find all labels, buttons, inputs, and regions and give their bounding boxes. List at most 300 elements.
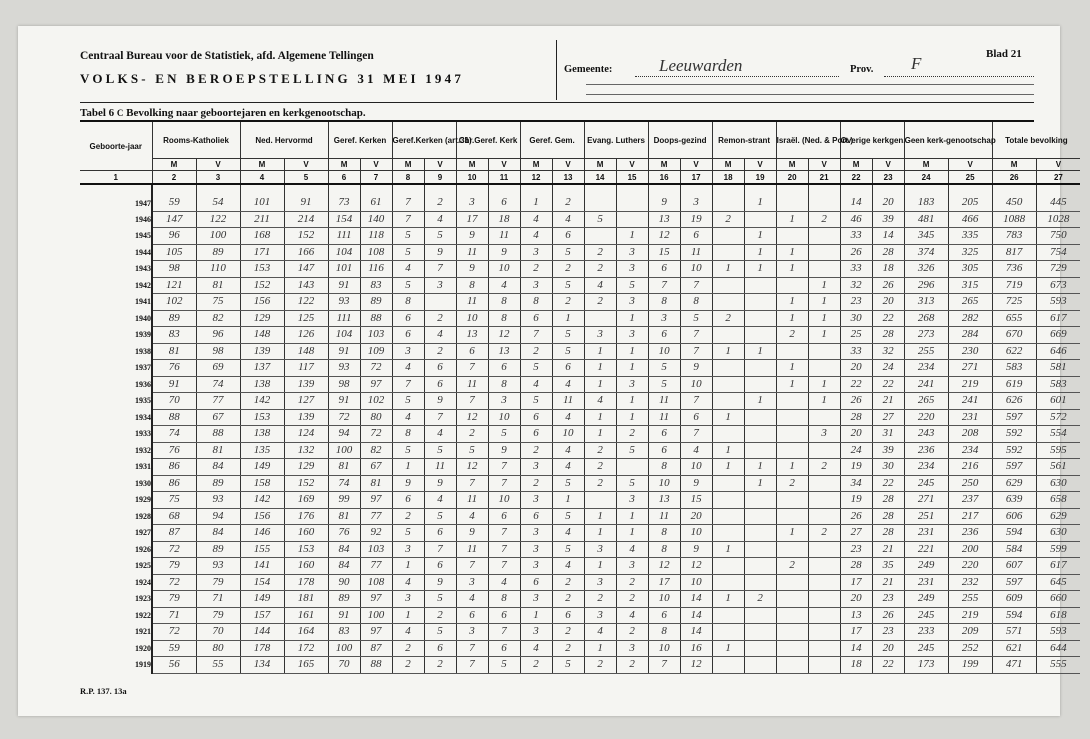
table-row <box>80 475 1080 492</box>
table-cell <box>808 591 840 608</box>
table-cell: 1 <box>584 426 616 443</box>
table-cell: 1 <box>808 294 840 311</box>
table-cell: 607 <box>992 558 1036 575</box>
table-cell: 100 <box>328 640 360 657</box>
sub-header-m: M <box>392 159 424 171</box>
table-cell <box>584 310 616 327</box>
table-cell: 97 <box>360 376 392 393</box>
table-cell: 144 <box>240 624 284 641</box>
table-cell: 658 <box>1036 492 1080 509</box>
table-cell: 7 <box>392 376 424 393</box>
table-cell: 183 <box>904 195 948 211</box>
table-cell: 59 <box>152 640 196 657</box>
table-cell: 1 <box>776 459 808 476</box>
table-cell: 4 <box>392 574 424 591</box>
table-cell <box>712 360 744 377</box>
table-cell: 7 <box>488 541 520 558</box>
table-cell: 214 <box>284 211 328 228</box>
birth-year: 1944 <box>135 247 151 257</box>
table-cell: 3 <box>456 574 488 591</box>
spacer-cell <box>648 184 680 195</box>
table-cell: 1 <box>776 294 808 311</box>
spacer-cell <box>992 184 1036 195</box>
table-cell: 736 <box>992 261 1036 278</box>
table-cell: 4 <box>456 591 488 608</box>
table-cell: 1 <box>776 244 808 261</box>
table-cell: 76 <box>152 360 196 377</box>
table-cell: 89 <box>196 244 240 261</box>
sub-header-v: V <box>196 159 240 171</box>
table-row <box>80 376 1080 393</box>
table-cell: 599 <box>1036 541 1080 558</box>
spacer-cell <box>284 184 328 195</box>
table-cell: 11 <box>680 244 712 261</box>
table-cell: 1 <box>744 244 776 261</box>
table-cell <box>712 195 744 211</box>
table-cell: 20 <box>840 426 872 443</box>
table-cell: 6 <box>520 508 552 525</box>
table-cell: 89 <box>328 591 360 608</box>
table-cell: 98 <box>152 261 196 278</box>
table-cell: 481 <box>904 211 948 228</box>
table-cell: 1 <box>520 607 552 624</box>
table-cell: 86 <box>152 475 196 492</box>
table-cell: 2 <box>520 442 552 459</box>
table-cell: 75 <box>152 492 196 509</box>
table-row <box>80 211 1080 228</box>
table-cell: 2 <box>552 294 584 311</box>
table-cell: 249 <box>904 591 948 608</box>
table-cell: 83 <box>152 327 196 344</box>
table-cell: 77 <box>196 393 240 410</box>
table-cell: 147 <box>284 261 328 278</box>
table-cell: 143 <box>284 277 328 294</box>
column-number: 10 <box>456 171 488 185</box>
table-cell: 374 <box>904 244 948 261</box>
table-cell <box>712 492 744 509</box>
table-cell: 3 <box>584 574 616 591</box>
table-cell: 817 <box>992 244 1036 261</box>
table-cell: 609 <box>992 591 1036 608</box>
table-cell: 10 <box>680 574 712 591</box>
table-cell: 7 <box>424 409 456 426</box>
table-row <box>80 426 1080 443</box>
table-cell <box>712 558 744 575</box>
prov-line <box>884 76 1034 77</box>
spacer-cell <box>392 184 424 195</box>
table-cell: 77 <box>360 558 392 575</box>
census-sheet <box>18 26 1070 716</box>
table-cell: 102 <box>360 393 392 410</box>
table-cell <box>776 426 808 443</box>
table-cell: 729 <box>1036 261 1080 278</box>
column-group-header: Totale bevolking <box>992 122 1080 159</box>
table-cell: 6 <box>520 574 552 591</box>
table-cell: 234 <box>948 442 992 459</box>
spacer-cell <box>1036 184 1080 195</box>
table-cell <box>776 492 808 509</box>
table-cell: 2 <box>424 343 456 360</box>
table-cell: 30 <box>872 459 904 476</box>
column-number: 8 <box>392 171 424 185</box>
table-row <box>80 574 1080 591</box>
table-cell: 315 <box>948 277 992 294</box>
table-cell: 4 <box>584 277 616 294</box>
table-cell: 5 <box>424 508 456 525</box>
table-cell: 88 <box>360 657 392 674</box>
table-cell: 89 <box>196 475 240 492</box>
table-cell: 121 <box>152 277 196 294</box>
table-cell: 25 <box>840 327 872 344</box>
column-number: 2 <box>152 171 196 185</box>
table-cell: 234 <box>904 360 948 377</box>
table-cell: 12 <box>488 327 520 344</box>
table-cell: 8 <box>488 294 520 311</box>
table-cell: 89 <box>360 294 392 311</box>
table-cell: 116 <box>360 261 392 278</box>
table-cell <box>808 261 840 278</box>
table-cell: 165 <box>284 657 328 674</box>
table-cell: 200 <box>948 541 992 558</box>
table-cell: 79 <box>152 591 196 608</box>
caption-prefix: Tabel 6 <box>80 107 115 119</box>
table-cell: 7 <box>488 624 520 641</box>
table-cell: 7 <box>424 261 456 278</box>
column-number: 5 <box>284 171 328 185</box>
table-cell: 7 <box>520 327 552 344</box>
table-cell: 216 <box>948 459 992 476</box>
table-cell <box>808 409 840 426</box>
table-cell: 161 <box>284 607 328 624</box>
table-cell: 88 <box>152 409 196 426</box>
table-cell: 111 <box>328 310 360 327</box>
table-cell: 153 <box>284 541 328 558</box>
table-cell: 164 <box>284 624 328 641</box>
table-cell: 2 <box>552 574 584 591</box>
table-cell: 92 <box>360 525 392 542</box>
table-cell: 101 <box>328 261 360 278</box>
birth-year: 1926 <box>135 544 151 554</box>
table-cell: 147 <box>152 211 196 228</box>
table-cell: 11 <box>456 294 488 311</box>
table-cell: 3 <box>648 310 680 327</box>
table-cell: 669 <box>1036 327 1080 344</box>
sub-header-v: V <box>360 159 392 171</box>
table-cell: 2 <box>552 261 584 278</box>
table-cell <box>744 277 776 294</box>
table-cell: 6 <box>488 195 520 211</box>
birth-year: 1929 <box>135 495 151 505</box>
table-cell: 108 <box>360 574 392 591</box>
table-cell: 7 <box>456 657 488 674</box>
table-cell: 1 <box>584 508 616 525</box>
table-cell: 2 <box>584 657 616 674</box>
bureau-name: Centraal Bureau voor de Statistiek, afd. Algemene Tellingen <box>80 50 374 62</box>
table-cell <box>712 525 744 542</box>
birth-year: 1932 <box>135 445 151 455</box>
table-cell: 7 <box>680 277 712 294</box>
table-cell: 9 <box>424 475 456 492</box>
table-cell: 20 <box>872 640 904 657</box>
table-cell: 783 <box>992 228 1036 245</box>
table-cell <box>744 426 776 443</box>
table-cell <box>712 426 744 443</box>
table-cell <box>776 657 808 674</box>
spacer-cell <box>948 184 992 195</box>
table-cell: 100 <box>196 228 240 245</box>
table-cell: 243 <box>904 426 948 443</box>
table-cell: 6 <box>552 360 584 377</box>
table-cell: 19 <box>840 459 872 476</box>
table-cell: 1028 <box>1036 211 1080 228</box>
table-cell: 39 <box>872 211 904 228</box>
table-cell: 1 <box>808 310 840 327</box>
table-cell: 220 <box>904 409 948 426</box>
column-number: 7 <box>360 171 392 185</box>
table-cell: 5 <box>392 525 424 542</box>
table-cell: 2 <box>776 327 808 344</box>
table-cell: 7 <box>456 475 488 492</box>
table-cell: 28 <box>872 492 904 509</box>
birth-year: 1937 <box>135 363 151 373</box>
table-cell: 20 <box>872 195 904 211</box>
table-cell: 3 <box>616 492 648 509</box>
column-group-header: Geref. Gem. <box>520 122 584 159</box>
table-cell: 74 <box>328 475 360 492</box>
table-cell: 17 <box>840 574 872 591</box>
spacer-cell <box>584 184 616 195</box>
spacer-cell <box>80 184 152 195</box>
table-cell: 8 <box>648 624 680 641</box>
table-cell: 160 <box>284 525 328 542</box>
table-cell: 5 <box>392 277 424 294</box>
sub-header-m: M <box>648 159 680 171</box>
table-row <box>80 442 1080 459</box>
table-cell <box>776 508 808 525</box>
table-cell: 9 <box>456 261 488 278</box>
table-cell: 98 <box>328 376 360 393</box>
table-cell: 74 <box>196 376 240 393</box>
table-cell: 630 <box>1036 525 1080 542</box>
birth-year: 1927 <box>135 528 151 538</box>
table-cell: 245 <box>904 475 948 492</box>
birth-year: 1934 <box>135 412 151 422</box>
birth-year: 1919 <box>135 660 151 670</box>
table-cell: 13 <box>648 211 680 228</box>
table-cell: 99 <box>328 492 360 509</box>
table-row <box>80 624 1080 641</box>
sub-header-m: M <box>456 159 488 171</box>
table-cell: 125 <box>284 310 328 327</box>
table-cell <box>776 607 808 624</box>
table-row <box>80 327 1080 344</box>
table-cell: 152 <box>240 277 284 294</box>
table-cell <box>712 393 744 410</box>
table-cell: 4 <box>584 624 616 641</box>
column-number: 3 <box>196 171 240 185</box>
table-cell <box>616 195 648 211</box>
table-cell: 249 <box>904 558 948 575</box>
table-cell: 12 <box>680 657 712 674</box>
table-cell: 1 <box>776 211 808 228</box>
table-cell: 1 <box>744 261 776 278</box>
table-cell: 33 <box>840 343 872 360</box>
table-cell: 27 <box>872 409 904 426</box>
table-cell: 93 <box>328 360 360 377</box>
table-cell: 326 <box>904 261 948 278</box>
table-cell: 4 <box>392 624 424 641</box>
table-row <box>80 393 1080 410</box>
table-cell: 241 <box>904 376 948 393</box>
sub-header-m: M <box>904 159 948 171</box>
table-row <box>80 195 1080 211</box>
table-cell: 655 <box>992 310 1036 327</box>
table-cell: 8 <box>648 541 680 558</box>
table-cell: 255 <box>948 591 992 608</box>
table-cell: 1 <box>744 459 776 476</box>
table-cell: 21 <box>872 393 904 410</box>
table-cell: 1 <box>776 376 808 393</box>
table-cell: 72 <box>152 624 196 641</box>
table-cell: 3 <box>808 426 840 443</box>
table-cell: 81 <box>196 442 240 459</box>
table-cell: 12 <box>648 228 680 245</box>
table-cell: 6 <box>488 360 520 377</box>
table-cell: 91 <box>328 607 360 624</box>
table-cell: 617 <box>1036 310 1080 327</box>
column-group-header: Overige kerkgen. <box>840 122 904 159</box>
header-rule <box>586 94 1034 95</box>
table-cell: 81 <box>328 508 360 525</box>
table-cell: 141 <box>240 558 284 575</box>
table-cell: 597 <box>992 409 1036 426</box>
table-cell: 719 <box>992 277 1036 294</box>
table-cell: 2 <box>712 310 744 327</box>
table-cell: 7 <box>488 525 520 542</box>
table-cell: 592 <box>992 426 1036 443</box>
table-cell: 4 <box>616 541 648 558</box>
table-cell: 139 <box>284 376 328 393</box>
table-cell: 134 <box>240 657 284 674</box>
spacer-cell <box>488 184 520 195</box>
caption-text: Bevolking naar geboortejaren en kerkgenootschap. <box>126 107 366 119</box>
table-cell: 3 <box>584 541 616 558</box>
table-cell: 644 <box>1036 640 1080 657</box>
header-rule <box>586 84 1034 85</box>
table-cell <box>712 228 744 245</box>
table-cell: 70 <box>328 657 360 674</box>
table-cell: 1 <box>584 343 616 360</box>
birth-year: 1923 <box>135 594 151 604</box>
sheet-number: Blad 21 <box>986 48 1022 60</box>
table-cell <box>776 574 808 591</box>
table-cell: 26 <box>872 607 904 624</box>
table-cell: 23 <box>840 294 872 311</box>
table-cell: 5 <box>616 475 648 492</box>
table-cell: 98 <box>196 343 240 360</box>
table-cell: 2 <box>776 558 808 575</box>
table-cell: 149 <box>240 591 284 608</box>
table-cell: 335 <box>948 228 992 245</box>
table-cell: 5 <box>456 442 488 459</box>
table-cell: 83 <box>328 624 360 641</box>
table-cell: 2 <box>424 657 456 674</box>
table-cell: 91 <box>328 277 360 294</box>
table-cell: 84 <box>328 541 360 558</box>
table-cell: 9 <box>648 195 680 211</box>
table-cell: 28 <box>872 508 904 525</box>
table-row <box>80 657 1080 674</box>
table-cell: 10 <box>456 310 488 327</box>
table-cell: 181 <box>284 591 328 608</box>
table-cell: 750 <box>1036 228 1080 245</box>
table-cell: 11 <box>456 492 488 509</box>
table-cell: 24 <box>872 360 904 377</box>
table-cell: 23 <box>840 541 872 558</box>
table-cell: 82 <box>196 310 240 327</box>
table-cell: 3 <box>456 195 488 211</box>
table-row <box>80 640 1080 657</box>
table-cell: 2 <box>424 607 456 624</box>
table-cell: 5 <box>552 327 584 344</box>
sub-header-v: V <box>552 159 584 171</box>
table-cell: 1 <box>744 228 776 245</box>
table-cell: 6 <box>648 607 680 624</box>
table-cell: 231 <box>904 574 948 591</box>
table-cell: 629 <box>992 475 1036 492</box>
table-cell: 4 <box>488 277 520 294</box>
table-cell: 83 <box>360 277 392 294</box>
table-cell: 2 <box>808 211 840 228</box>
table-cell <box>808 195 840 211</box>
birth-year: 1940 <box>135 313 151 323</box>
table-cell: 39 <box>872 442 904 459</box>
table-cell: 8 <box>392 294 424 311</box>
table-cell: 629 <box>1036 508 1080 525</box>
table-cell: 22 <box>840 376 872 393</box>
table-cell <box>424 294 456 311</box>
table-cell: 6 <box>680 228 712 245</box>
table-cell: 2 <box>520 261 552 278</box>
table-cell: 4 <box>552 376 584 393</box>
table-cell: 81 <box>196 277 240 294</box>
birth-year: 1921 <box>135 627 151 637</box>
table-cell: 154 <box>240 574 284 591</box>
column-group-header: Chr.Geref. Kerk <box>456 122 520 159</box>
table-cell <box>712 657 744 674</box>
table-cell: 35 <box>872 558 904 575</box>
table-cell: 31 <box>872 426 904 443</box>
table-cell: 26 <box>872 277 904 294</box>
table-cell <box>712 624 744 641</box>
table-cell <box>712 327 744 344</box>
table-cell: 2 <box>552 624 584 641</box>
table-cell: 17 <box>840 624 872 641</box>
table-cell <box>808 442 840 459</box>
table-cell: 8 <box>680 294 712 311</box>
spacer-cell <box>240 184 284 195</box>
birth-year: 1938 <box>135 346 151 356</box>
table-cell: 124 <box>284 426 328 443</box>
table-cell: 621 <box>992 640 1036 657</box>
table-cell <box>808 343 840 360</box>
table-cell: 22 <box>872 657 904 674</box>
table-cell: 146 <box>240 525 284 542</box>
table-cell: 93 <box>196 558 240 575</box>
table-cell: 82 <box>360 442 392 459</box>
table-cell: 471 <box>992 657 1036 674</box>
spacer-cell <box>712 184 744 195</box>
